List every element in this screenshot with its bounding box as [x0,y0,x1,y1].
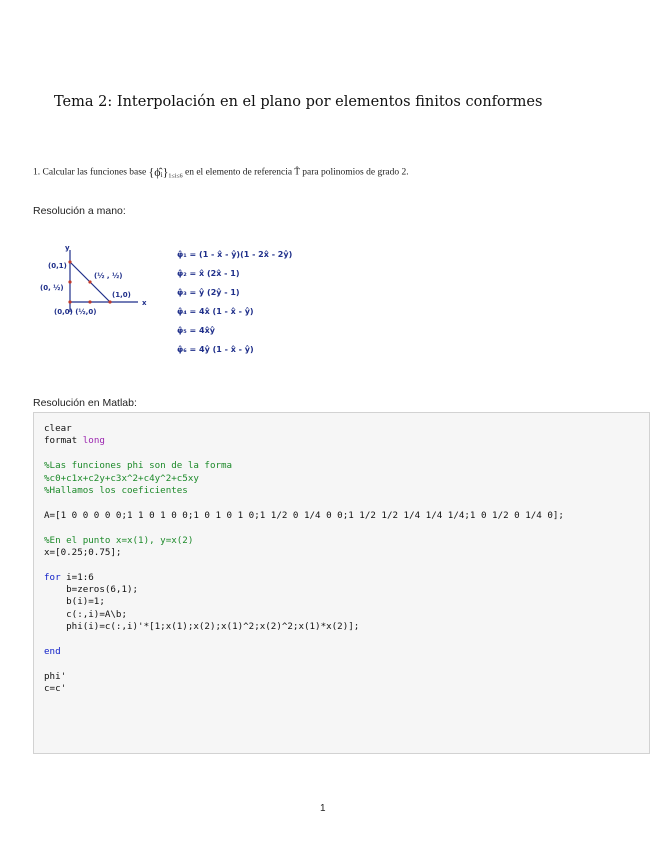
code-blank-line [44,559,564,571]
handwritten-solution [30,240,390,375]
formula-phi5: φ̂₅ = 4x̂ŷ [177,326,215,335]
code-comment: %c0+c1x+c2y+c3x^2+c4y^2+c5xy [44,472,199,484]
code-blank-line [44,634,564,646]
node-bottom-mid [88,300,91,303]
node-top [68,260,71,263]
code-line: b=zeros(6,1); [44,584,139,596]
node-left-mid [68,280,71,283]
basis-set-subscript: 1≤i≤6 [168,173,183,180]
node-hyp-mid [88,280,91,283]
exercise-number: 1. [33,167,41,178]
manual-resolution-label: Resolución a mano: [33,205,126,217]
point-right-label: (1,0) [112,291,131,299]
node-origin [68,300,71,303]
code-comment: %Las funciones phi son de la forma [44,460,233,472]
code-line: c=c' [44,683,67,695]
point-bottom-label: (0,0) (½,0) [54,308,97,316]
point-top-label: (0,1) [48,262,67,270]
matlab-resolution-label: Resolución en Matlab: [33,397,137,409]
code-line: phi' [44,670,67,682]
exercise-text-after: en el elemento de referencia T̂ para polinomios de grado 2. [185,167,409,178]
formula-phi1: φ̂₁ = (1 - x̂ - ŷ)(1 - 2x̂ - 2ŷ) [177,250,293,259]
exercise-text-before: Calcular las funciones base [42,167,147,178]
formula-phi4: φ̂₄ = 4x̂ (1 - x̂ - ŷ) [177,307,254,316]
page-title: Tema 2: Interpolación en el plano por elementos finitos conformes [54,94,543,110]
code-line: clear [44,423,72,434]
code-blank-line [44,497,564,509]
exercise-statement [33,165,633,180]
code-line: x=[0.25;0.75]; [44,546,122,558]
axis-y-label: y [65,244,70,252]
matlab-code-block [33,412,650,754]
code-keyword: end [44,646,61,658]
page-number: 1 [320,803,326,814]
code-line: b(i)=1; [44,596,105,608]
code-token: format [44,435,78,447]
axis-x-label: x [142,299,147,307]
code-line: c(:,i)=A\b; [44,608,127,620]
formula-phi3: φ̂₃ = ŷ (2ŷ - 1) [177,288,240,297]
code-line [44,435,564,447]
point-hyp-mid-label: (½ , ½) [94,272,123,280]
code-blank-line [44,448,564,460]
matlab-code [44,423,564,696]
basis-set-symbol: {ϕ̂ᵢ} [148,165,169,179]
code-line: A=[1 0 0 0 0 0;1 1 0 1 0 0;1 0 1 0 1 0;1 1/2 0 1/4 0 0;1 1/2 1/2 1/4 1/4 1/4;1 0 1/2 0 1/4 0]; [44,509,564,521]
code-line [44,572,564,584]
code-token: i=1:6 [60,571,94,583]
code-token: long [82,435,105,447]
formula-phi2: φ̂₂ = x̂ (2x̂ - 1) [177,269,240,278]
code-comment: %Hallamos los coeficientes [44,484,188,496]
formula-phi6: φ̂₆ = 4ŷ (1 - x̂ - ŷ) [177,345,254,354]
code-blank-line [44,658,564,670]
node-right [108,300,111,303]
code-comment: %En el punto x=x(1), y=x(2) [44,534,194,546]
code-blank-line [44,522,564,534]
code-line: phi(i)=c(:,i)'*[1;x(1);x(2);x(1)^2;x(2)^2;x(1)*x(2)]; [44,621,360,633]
code-keyword: for [44,571,61,583]
point-left-mid-label: (0, ½) [40,284,64,292]
